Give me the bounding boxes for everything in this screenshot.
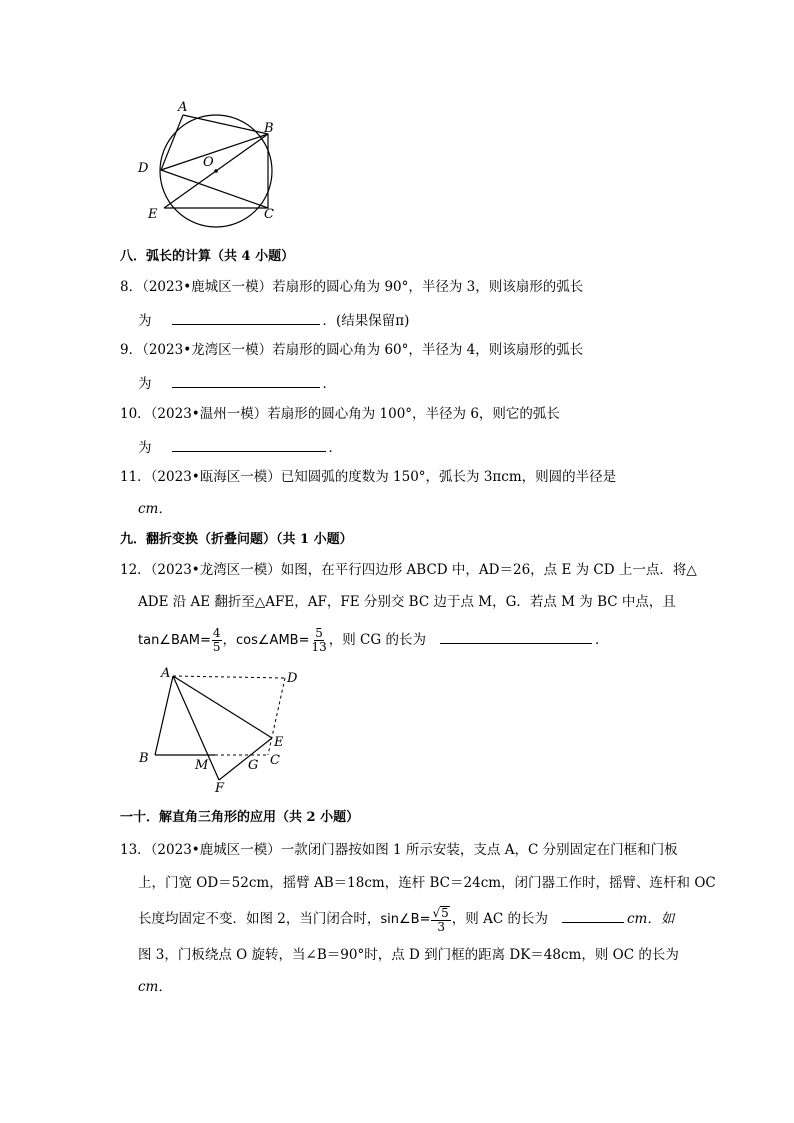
label-a: A (178, 100, 188, 115)
section-title-right-triangle: 一十．解直角三角形的应用（共 2 小题） (120, 810, 360, 825)
question-9-answer-line (138, 373, 336, 394)
question-12-line-2: ADE 沿 AE 翻折至△AFE，AF，FE 分别交 BC 边于点 M，G．若点 M 为 BC 中点，且 (138, 594, 676, 610)
question-8-answer-blank[interactable] (172, 310, 320, 325)
question-9-text: 9．（2023•龙湾区一模）若扇形的圆心角为 60°，半径为 4，则该扇形的弧长 (120, 342, 584, 358)
segment-db (161, 134, 268, 170)
polygon-adbce (161, 115, 268, 208)
question-10-answer-line (138, 437, 342, 458)
question-13-line-1: 13．（2023•鹿城区一模）一款闭门器按如图 1 所示安装，支点 A，C 分别固定在门框和门板 (120, 842, 678, 858)
label-g: G (248, 758, 259, 773)
question-8-suffix: ．(结果保留π) (322, 313, 410, 329)
question-12-line-1: 12．（2023•龙湾区一模）如图，在平行四边形 ABCD 中，AD＝26，点 E 为 CD 上一点．将△ (120, 562, 697, 578)
question-12-mid: ，则 CG 的长为 (328, 632, 426, 648)
label-f: F (215, 781, 225, 796)
question-10-answer-blank[interactable] (172, 437, 326, 452)
question-11-text: 11．（2023•瓯海区一模）已知圆弧的度数为 150°，弧长为 3πcm，则圆的半径是 (120, 469, 617, 485)
tan-label: tan∠BAM= (138, 633, 211, 648)
cos-denominator: 13 (311, 640, 327, 654)
label-a: A (161, 666, 171, 681)
sin-label: sin∠B= (380, 912, 431, 927)
label-d: D (138, 161, 149, 176)
question-13-line-3-start: 长度均固定不变．如图 2，当门闭合时， (138, 911, 381, 927)
question-13-line-4: 图 3，门板绕点 O 旋转，当∠B＝90°时，点 D 到门框的距离 DK＝48cm，则 OC 的长为 (138, 947, 679, 963)
question-10-prefix: 为 (138, 440, 152, 456)
label-b: B (139, 751, 149, 766)
sin-fraction (431, 906, 450, 934)
question-12-answer-blank[interactable] (440, 629, 592, 644)
section-title-arc-length: 八．弧长的计算（共 4 小题） (120, 249, 295, 264)
label-m: M (195, 758, 209, 773)
question-13-line-2: 上，门宽 OD＝52cm，摇臂 AB＝18cm，连杆 BC＝24cm，闭门器工作时，摇臂、连杆和 OC (138, 875, 716, 891)
question-10-suffix: ． (328, 440, 342, 456)
question-10-text: 10．（2023•温州一模）若扇形的圆心角为 100°，半径为 6，则它的弧长 (120, 406, 560, 422)
question-9-suffix: ． (322, 376, 336, 392)
label-e: E (274, 735, 284, 750)
label-c: C (270, 753, 280, 768)
figure-parallelogram-fold (135, 662, 315, 796)
segment-ae (173, 676, 272, 738)
sin-numerator: √5 (432, 905, 449, 920)
label-o: O (203, 155, 214, 170)
question-13-answer-blank-1[interactable] (562, 908, 624, 923)
question-13-line-3-mid: ，则 AC 的长为 (451, 911, 548, 927)
cos-label: cos∠AMB= (236, 633, 310, 648)
label-e: E (148, 207, 158, 222)
cos-fraction (310, 627, 327, 654)
question-13-line-3-end: cm．如 (626, 911, 675, 927)
figure-circle-diagram (130, 95, 300, 225)
question-12-end: ． (594, 632, 609, 648)
tan-denominator: 5 (212, 640, 221, 654)
section-title-folding: 九．翻折变换（折叠问题）（共 1 小题） (120, 532, 353, 547)
question-13-unit: cm． (138, 979, 172, 995)
question-9-prefix: 为 (138, 376, 152, 392)
question-8-answer-line (138, 310, 409, 331)
segment-ad (173, 676, 285, 678)
label-b: B (264, 121, 274, 136)
segment-ab (155, 676, 173, 755)
tan-fraction (212, 627, 222, 654)
tan-numerator: 4 (212, 626, 221, 640)
center-point-o (214, 169, 218, 173)
sin-sqrt-value: 5 (441, 905, 449, 920)
segment-fe (219, 738, 272, 780)
label-d: D (287, 671, 298, 686)
question-13-line-3 (138, 902, 674, 937)
label-c: C (264, 207, 274, 222)
question-12-line-3 (138, 626, 608, 655)
question-8-text: 8．（2023•鹿城区一模）若扇形的圆心角为 90°，半径为 3，则该扇形的弧长 (120, 279, 584, 295)
question-9-answer-blank[interactable] (172, 373, 320, 388)
question-8-prefix: 为 (138, 313, 152, 329)
separator: ， (222, 632, 237, 648)
sin-denominator: 3 (437, 919, 445, 934)
question-11-unit: cm． (138, 501, 172, 517)
cos-numerator: 5 (315, 626, 323, 640)
